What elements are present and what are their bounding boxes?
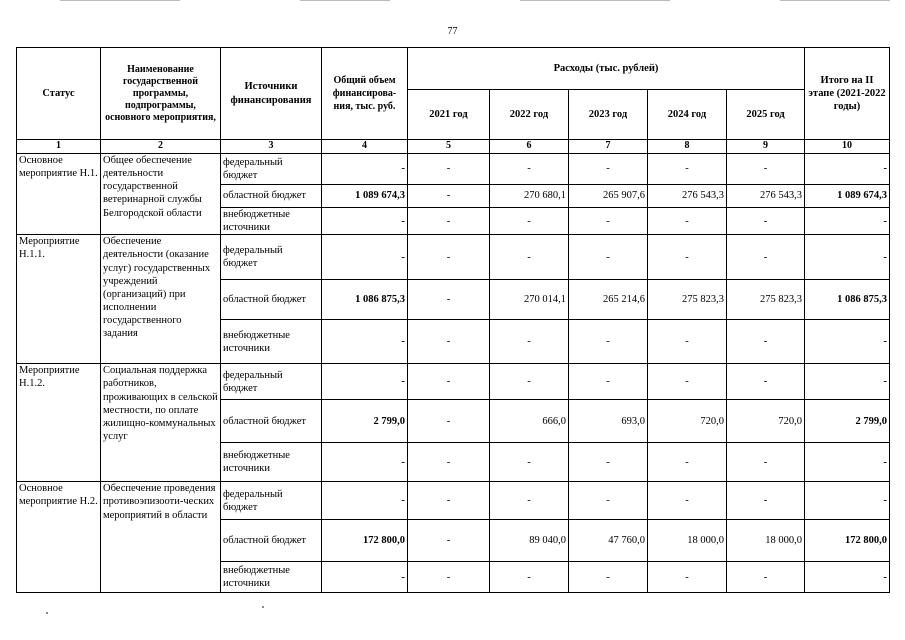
value-cell: 265 907,6 bbox=[569, 185, 648, 208]
column-number: 10 bbox=[805, 140, 890, 154]
source-cell: федеральный бюджет bbox=[221, 235, 322, 280]
value-cell: - bbox=[322, 320, 408, 364]
value-cell: 1 086 875,3 bbox=[322, 280, 408, 320]
header-year-2024: 2024 год bbox=[648, 90, 727, 140]
value-cell: 2 799,0 bbox=[805, 400, 890, 443]
value-cell: - bbox=[408, 280, 490, 320]
value-cell: - bbox=[805, 208, 890, 235]
source-cell: областной бюджет bbox=[221, 280, 322, 320]
column-number: 7 bbox=[569, 140, 648, 154]
value-cell: 89 040,0 bbox=[490, 520, 569, 562]
value-cell: - bbox=[322, 443, 408, 482]
value-cell: - bbox=[408, 154, 490, 185]
scan-edge-line bbox=[520, 0, 670, 1]
value-cell: - bbox=[648, 208, 727, 235]
value-cell: - bbox=[490, 320, 569, 364]
value-cell: - bbox=[648, 562, 727, 593]
source-cell: областной бюджет bbox=[221, 400, 322, 443]
group-name: Обеспечение деятельности (оказание услуг) государственных учреждений (организаций) при исполнении государственного задания bbox=[101, 235, 221, 364]
value-cell: - bbox=[805, 320, 890, 364]
value-cell: - bbox=[648, 443, 727, 482]
column-number: 1 bbox=[17, 140, 101, 154]
value-cell: 720,0 bbox=[727, 400, 805, 443]
column-numbers-row bbox=[17, 140, 890, 154]
scan-speck bbox=[46, 612, 48, 614]
column-number: 8 bbox=[648, 140, 727, 154]
header-year-2023: 2023 год bbox=[569, 90, 648, 140]
column-number: 3 bbox=[221, 140, 322, 154]
value-cell: 276 543,3 bbox=[727, 185, 805, 208]
value-cell: - bbox=[569, 482, 648, 520]
value-cell: - bbox=[569, 235, 648, 280]
column-number: 6 bbox=[490, 140, 569, 154]
value-cell: - bbox=[805, 235, 890, 280]
value-cell: - bbox=[408, 208, 490, 235]
value-cell: - bbox=[490, 235, 569, 280]
group-status: Мероприятие Н.1.1. bbox=[17, 235, 101, 364]
value-cell: - bbox=[805, 443, 890, 482]
header-year-2022: 2022 год bbox=[490, 90, 569, 140]
header-year-2025: 2025 год bbox=[727, 90, 805, 140]
value-cell: - bbox=[727, 482, 805, 520]
value-cell: - bbox=[727, 443, 805, 482]
source-cell: федеральный бюджет bbox=[221, 482, 322, 520]
value-cell: 172 800,0 bbox=[805, 520, 890, 562]
group-name: Обеспечение проведения противоэпизооти-ческих мероприятий в области bbox=[101, 482, 221, 593]
value-cell: - bbox=[569, 154, 648, 185]
value-cell: - bbox=[805, 154, 890, 185]
value-cell: - bbox=[727, 235, 805, 280]
source-cell: внебюджетные источники bbox=[221, 562, 322, 593]
table-row bbox=[17, 482, 890, 520]
header-sources: Источники финансирования bbox=[221, 48, 322, 140]
value-cell: - bbox=[322, 208, 408, 235]
value-cell: - bbox=[727, 154, 805, 185]
table-row bbox=[17, 154, 890, 185]
group-name: Общее обеспечение деятельности государственной ветеринарной службы Белгородской области bbox=[101, 154, 221, 235]
value-cell: - bbox=[408, 443, 490, 482]
value-cell: - bbox=[648, 320, 727, 364]
value-cell: - bbox=[805, 562, 890, 593]
value-cell: 18 000,0 bbox=[727, 520, 805, 562]
value-cell: 275 823,3 bbox=[648, 280, 727, 320]
value-cell: - bbox=[648, 364, 727, 400]
table-row bbox=[17, 235, 890, 280]
value-cell: 2 799,0 bbox=[322, 400, 408, 443]
value-cell: - bbox=[408, 482, 490, 520]
value-cell: 270 680,1 bbox=[490, 185, 569, 208]
financing-table bbox=[16, 47, 890, 593]
value-cell: 275 823,3 bbox=[727, 280, 805, 320]
value-cell: - bbox=[408, 400, 490, 443]
group-status: Мероприятие Н.1.2. bbox=[17, 364, 101, 482]
value-cell: 265 214,6 bbox=[569, 280, 648, 320]
value-cell: - bbox=[805, 482, 890, 520]
value-cell: 47 760,0 bbox=[569, 520, 648, 562]
value-cell: - bbox=[569, 208, 648, 235]
column-number: 4 bbox=[322, 140, 408, 154]
header-status: Статус bbox=[17, 48, 101, 140]
value-cell: - bbox=[408, 364, 490, 400]
header-expenses: Расходы (тыс. рублей) bbox=[408, 48, 805, 90]
header-year-2021: 2021 год bbox=[408, 90, 490, 140]
scan-edge-line bbox=[300, 0, 390, 1]
source-cell: областной бюджет bbox=[221, 185, 322, 208]
table-row bbox=[17, 364, 890, 400]
value-cell: - bbox=[408, 320, 490, 364]
source-cell: федеральный бюджет bbox=[221, 154, 322, 185]
value-cell: 18 000,0 bbox=[648, 520, 727, 562]
group-status: Основное мероприятие Н.1. bbox=[17, 154, 101, 235]
value-cell: - bbox=[727, 208, 805, 235]
scan-speck bbox=[262, 606, 264, 608]
value-cell: 1 086 875,3 bbox=[805, 280, 890, 320]
value-cell: - bbox=[322, 562, 408, 593]
page-number: 77 bbox=[447, 26, 458, 37]
value-cell: 720,0 bbox=[648, 400, 727, 443]
header-total: Общий объем финансирова-ния, тыс. руб. bbox=[322, 48, 408, 140]
source-cell: внебюджетные источники bbox=[221, 208, 322, 235]
value-cell: - bbox=[408, 562, 490, 593]
value-cell: - bbox=[408, 520, 490, 562]
value-cell: 693,0 bbox=[569, 400, 648, 443]
value-cell: - bbox=[569, 562, 648, 593]
value-cell: 1 089 674,3 bbox=[322, 185, 408, 208]
value-cell: - bbox=[490, 562, 569, 593]
value-cell: - bbox=[490, 443, 569, 482]
value-cell: - bbox=[569, 443, 648, 482]
value-cell: 666,0 bbox=[490, 400, 569, 443]
group-name: Социальная поддержка работников, проживающих в сельской местности, по оплате жилищно-коммунальных услуг bbox=[101, 364, 221, 482]
column-number: 5 bbox=[408, 140, 490, 154]
group-status: Основное мероприятие Н.2. bbox=[17, 482, 101, 593]
value-cell: - bbox=[322, 235, 408, 280]
value-cell: - bbox=[648, 482, 727, 520]
column-number: 2 bbox=[101, 140, 221, 154]
value-cell: - bbox=[569, 320, 648, 364]
value-cell: - bbox=[805, 364, 890, 400]
value-cell: - bbox=[322, 482, 408, 520]
value-cell: - bbox=[727, 562, 805, 593]
column-number: 9 bbox=[727, 140, 805, 154]
value-cell: - bbox=[322, 154, 408, 185]
value-cell: - bbox=[727, 364, 805, 400]
scan-edge-line bbox=[60, 0, 180, 1]
source-cell: областной бюджет bbox=[221, 520, 322, 562]
value-cell: - bbox=[648, 235, 727, 280]
source-cell: федеральный бюджет bbox=[221, 364, 322, 400]
value-cell: 1 089 674,3 bbox=[805, 185, 890, 208]
source-cell: внебюджетные источники bbox=[221, 443, 322, 482]
value-cell: - bbox=[322, 364, 408, 400]
value-cell: - bbox=[490, 154, 569, 185]
value-cell: - bbox=[490, 364, 569, 400]
value-cell: 172 800,0 bbox=[322, 520, 408, 562]
value-cell: 276 543,3 bbox=[648, 185, 727, 208]
value-cell: - bbox=[569, 364, 648, 400]
header-name: Наименование государственной программы, подпрограммы, основного мероприятия, bbox=[101, 48, 221, 140]
value-cell: - bbox=[490, 482, 569, 520]
value-cell: - bbox=[648, 154, 727, 185]
scan-edge-line bbox=[780, 0, 890, 1]
source-cell: внебюджетные источники bbox=[221, 320, 322, 364]
header-stage-total: Итого на II этапе (2021-2022 годы) bbox=[805, 48, 890, 140]
value-cell: - bbox=[727, 320, 805, 364]
value-cell: - bbox=[490, 208, 569, 235]
value-cell: - bbox=[408, 185, 490, 208]
value-cell: - bbox=[408, 235, 490, 280]
value-cell: 270 014,1 bbox=[490, 280, 569, 320]
